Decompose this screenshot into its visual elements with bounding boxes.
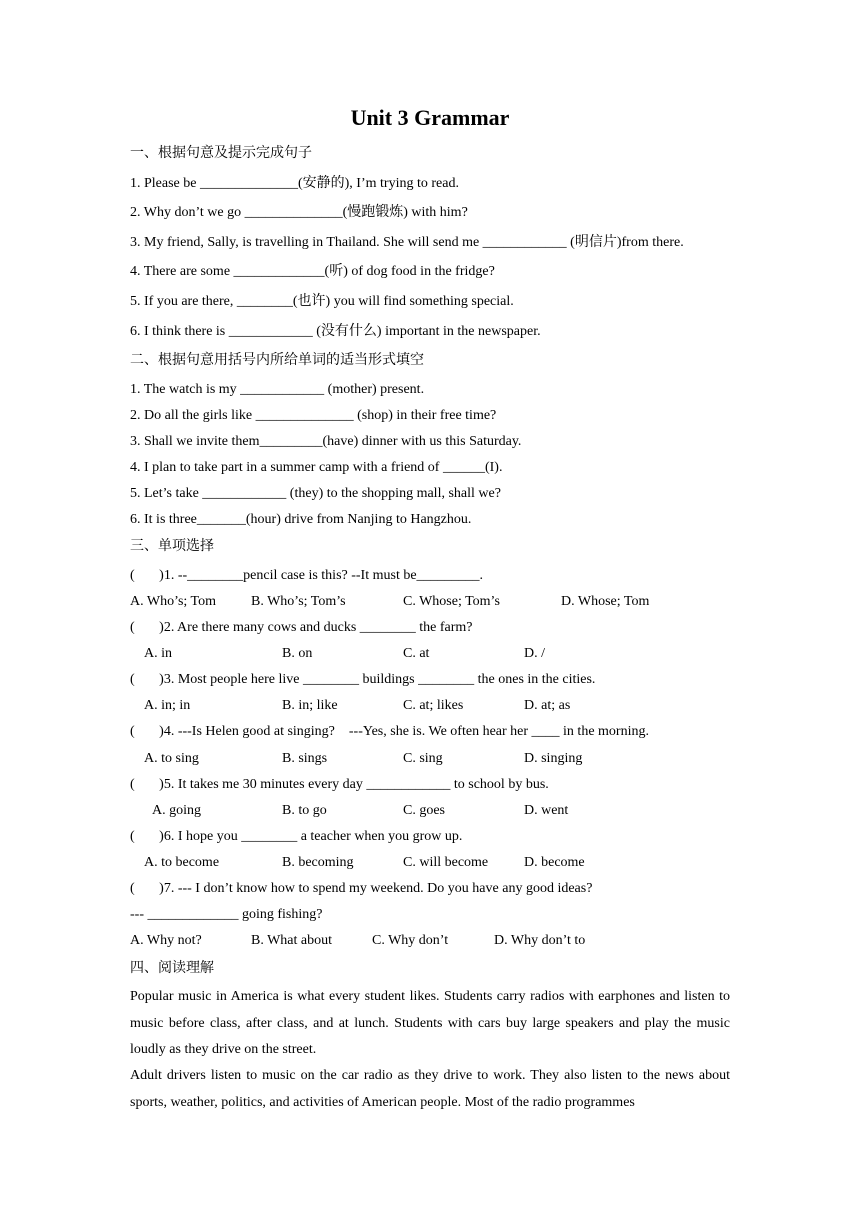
question-stem: ( )4. ---Is Helen good at singing? ---Yes, she is. We often hear her ____ in the morning. [130,724,649,739]
page-title: Unit 3 Grammar [350,105,510,130]
section-heading-1: 一、根据句意及提示完成句子 [130,146,312,161]
question-stem: ( )6. I hope you ________ a teacher when you grow up. [130,829,463,844]
question-line: 1. The watch is my ____________ (mother) present. [130,382,425,397]
option-a: A. Why not? [130,933,202,948]
option-c: C. at; likes [403,698,464,713]
option-c: C. Whose; Tom’s [403,594,500,609]
question-line: 5. If you are there, ________(也许) you will find something special. [130,294,514,309]
option-b: B. on [282,646,313,661]
option-c: C. goes [403,803,445,818]
reading-paragraph: Popular music in America is what every student likes. Students carry radios with earphones and listen to music before class, after class, and at lunch. Students with cars buy large speakers and play the music loudly as they drive on the street. [130,989,730,1057]
option-d: D. become [524,855,585,870]
option-c: C. sing [403,751,443,766]
question-line: 2. Do all the girls like ______________ (shop) in their free time? [130,408,497,423]
option-d: D. Why don’t to [494,933,586,948]
question-line: 6. I think there is ____________ (没有什么) important in the newspaper. [130,324,541,339]
option-a: A. to sing [144,751,199,766]
question-stem: ( )1. --________pencil case is this? --It must be_________. [130,568,484,583]
option-a: A. to become [144,855,220,870]
option-d: D. / [524,646,545,661]
section-heading-2: 二、根据句意用括号内所给单词的适当形式填空 [130,353,424,368]
section-heading-3: 三、单项选择 [130,539,214,554]
question-line: 3. My friend, Sally, is travelling in Thailand. She will send me ____________ (明信片)from there. [130,235,684,250]
question-stem: ( )7. --- I don’t know how to spend my weekend. Do you have any good ideas? [130,881,593,896]
question-stem-continuation: --- _____________ going fishing? [130,907,323,922]
option-b: B. in; like [282,698,338,713]
option-d: D. singing [524,751,583,766]
option-b: B. sings [282,751,328,766]
question-line: 5. Let’s take ____________ (they) to the shopping mall, shall we? [130,486,501,501]
option-b: B. becoming [282,855,354,870]
option-d: D. Whose; Tom [561,594,650,609]
question-line: 4. There are some _____________(听) of dog food in the fridge? [130,264,495,279]
question-stem: ( )5. It takes me 30 minutes every day ____________ to school by bus. [130,777,549,792]
question-line: 2. Why don’t we go ______________(慢跑锻炼) with him? [130,205,468,220]
question-line: 4. I plan to take part in a summer camp with a friend of ______(I). [130,460,503,475]
option-c: C. Why don’t [372,933,449,948]
question-stem: ( )2. Are there many cows and ducks ________ the farm? [130,620,473,635]
question-stem: ( )3. Most people here live ________ buildings ________ the ones in the cities. [130,672,596,687]
option-a: A. in [144,646,172,661]
section-heading-4: 四、阅读理解 [130,961,214,976]
option-b: B. to go [282,803,327,818]
option-c: C. at [403,646,430,661]
option-b: B. Who’s; Tom’s [251,594,346,609]
option-c: C. will become [403,855,489,870]
question-line: 3. Shall we invite them_________(have) dinner with us this Saturday. [130,434,522,449]
option-d: D. at; as [524,698,571,713]
question-line: 1. Please be ______________(安静的), I’m trying to read. [130,176,459,191]
option-d: D. went [524,803,569,818]
option-b: B. What about [251,933,333,948]
question-line: 6. It is three_______(hour) drive from Nanjing to Hangzhou. [130,512,472,527]
option-a: A. in; in [144,698,191,713]
reading-paragraph: Adult drivers listen to music on the car radio as they drive to work. They also listen to the news about sports, weather, politics, and activities of American people. Most of the radio programmes [130,1068,730,1110]
option-a: A. going [152,803,201,818]
option-a: A. Who’s; Tom [130,594,217,609]
